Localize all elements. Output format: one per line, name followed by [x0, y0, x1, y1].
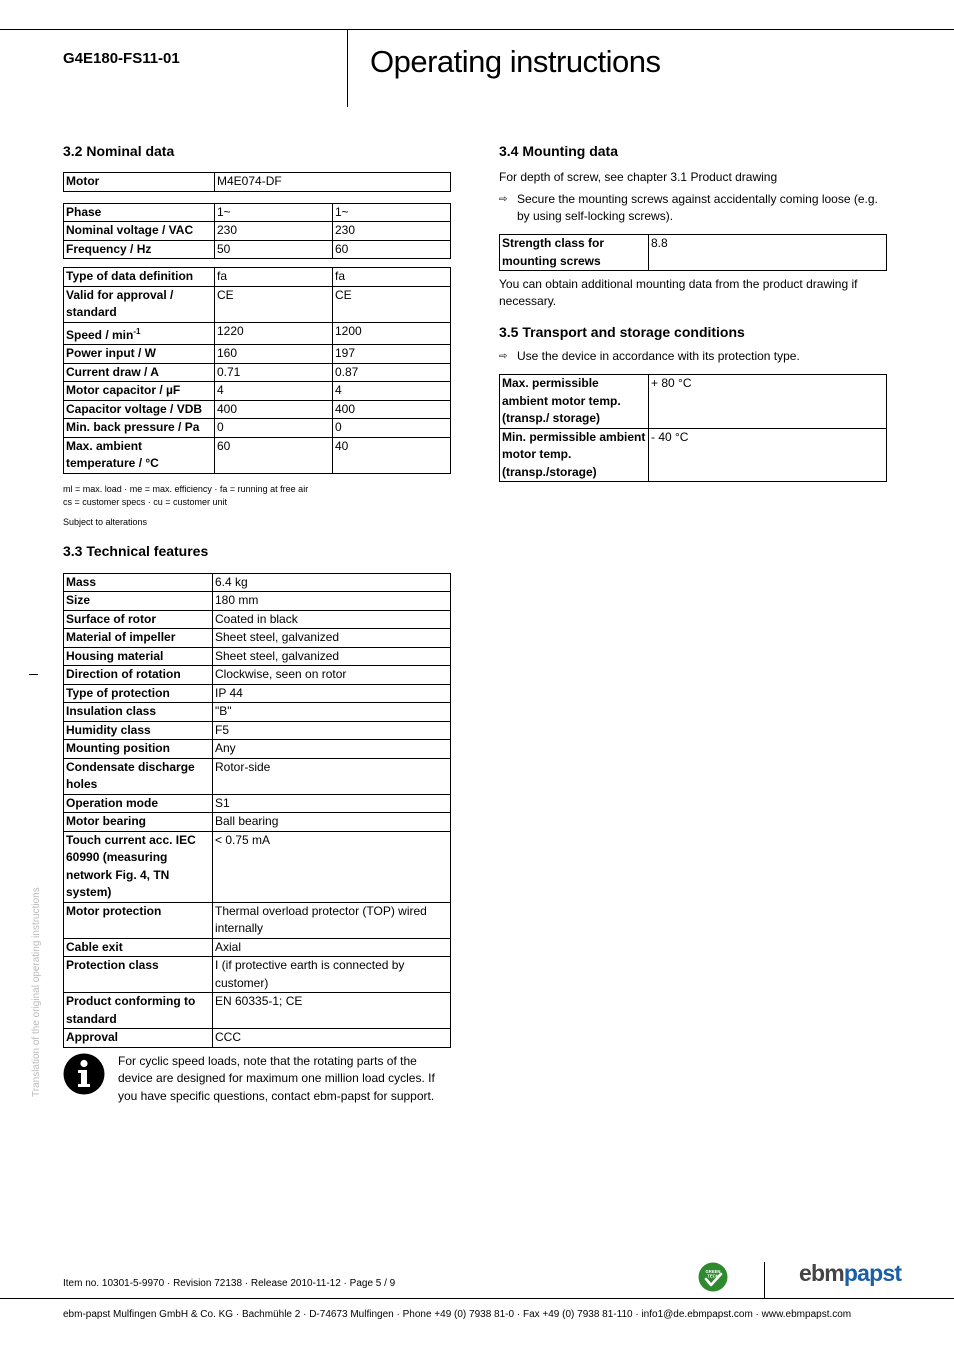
table-row [64, 286, 451, 322]
table-row [64, 703, 451, 722]
left-column [63, 143, 451, 1105]
table-row [64, 740, 451, 759]
table-cell-value: 160 [215, 345, 333, 364]
table-row [64, 268, 451, 287]
table-row [64, 902, 451, 938]
table-cell-label: Current draw / A [64, 363, 215, 382]
table-row [64, 957, 451, 993]
table-cell-value: fa [333, 268, 451, 287]
arrow-right-icon: ⇨ [499, 194, 508, 205]
table-cell-label: Insulation class [64, 703, 213, 722]
table-cell-label: Humidity class [64, 721, 213, 740]
table-row [64, 322, 451, 345]
table-row [64, 240, 451, 259]
table-cell-value: Clockwise, seen on rotor [213, 666, 451, 685]
table-cell-label: Nominal voltage / VAC [64, 222, 215, 241]
table-cell-value: EN 60335-1; CE [213, 993, 451, 1029]
table-row [64, 363, 451, 382]
table-cell-value: Ball bearing [213, 813, 451, 832]
page-title: Operating instructions [370, 44, 661, 79]
table-cell-label: Material of impeller [64, 629, 213, 648]
table-row [64, 400, 451, 419]
subject-note: Subject to alterations [63, 516, 148, 527]
table-row [64, 610, 451, 629]
table-cell-value: 180 mm [213, 592, 451, 611]
table-cell-value: 60 [215, 437, 333, 473]
table-cell-label: Condensate discharge holes [64, 758, 213, 794]
item-line: Item no. 10301-5-9970 · Revision 72138 · Release 2010-11-12 · Page 5 / 9 [63, 1278, 396, 1289]
table-cell-label: Valid for approval / standard [64, 286, 215, 322]
mounting-heading: 3.4 Mounting data [499, 143, 618, 159]
table-cell-label: Motor bearing [64, 813, 213, 832]
table-row [64, 993, 451, 1029]
label-text: Speed / min [66, 327, 134, 342]
motor-table [63, 172, 451, 192]
table-cell-value: 400 [333, 400, 451, 419]
svg-text:TECH: TECH [707, 1273, 719, 1279]
mounting-intro: For depth of screw, see chapter 3.1 Product drawing [499, 170, 778, 184]
table-cell-value: 1~ [333, 203, 451, 222]
table-row [64, 573, 451, 592]
table-cell-label: Min. back pressure / Pa [64, 419, 215, 438]
table-cell-value: 60 [333, 240, 451, 259]
table-row [64, 345, 451, 364]
table-cell-value: Sheet steel, galvanized [213, 629, 451, 648]
table-cell-label: Phase [64, 203, 215, 222]
motor-value: M4E074-DF [215, 173, 451, 192]
nominal-notes [63, 483, 451, 529]
table-row [64, 437, 451, 473]
table-cell-label: Motor capacitor / µF [64, 382, 215, 401]
table-cell-label: Product conforming to standard [64, 993, 213, 1029]
table-row [64, 758, 451, 794]
table-cell-value: 40 [333, 437, 451, 473]
table-row [64, 831, 451, 902]
footer-address: ebm-papst Mulfingen GmbH & Co. KG · Bachmühle 2 · D-74673 Mulfingen · Phone +49 (0) 7938 81-0 · Fax +49 (0) 7938 81-110 · info1@de.ebmpapst.com · www.ebmpapst.com [63, 1309, 852, 1320]
table-cell-value: IP 44 [213, 684, 451, 703]
table-cell-value: Axial [213, 938, 451, 957]
table-cell-value: Rotor-side [213, 758, 451, 794]
table-cell-label: Capacitor voltage / VDB [64, 400, 215, 419]
table-cell-label: Type of data definition [64, 268, 215, 287]
table-cell-value: F5 [213, 721, 451, 740]
nominal-table-b [63, 267, 451, 474]
table-row [64, 684, 451, 703]
table-cell-value: fa [215, 268, 333, 287]
table-row [64, 813, 451, 832]
table-cell-value: 0 [215, 419, 333, 438]
transport-heading: 3.5 Transport and storage conditions [499, 324, 745, 340]
table-cell-label: Power input / W [64, 345, 215, 364]
table-cell-value: S1 [213, 794, 451, 813]
table-cell-label: Type of protection [64, 684, 213, 703]
table-cell-value: CE [333, 286, 451, 322]
table-cell-label [64, 322, 215, 345]
table-cell-label: Size [64, 592, 213, 611]
technical-heading: 3.3 Technical features [63, 542, 209, 559]
nominal-heading: 3.2 Nominal data [63, 143, 175, 159]
table-cell-label: Max. ambient temperature / °C [64, 437, 215, 473]
table-cell-label: Motor protection [64, 902, 213, 938]
transport-bullet [499, 348, 887, 365]
logo-divider [764, 1262, 765, 1298]
mounting-bullet [499, 191, 887, 225]
right-column [499, 143, 887, 482]
table-cell-label: Surface of rotor [64, 610, 213, 629]
table-cell-label: Operation mode [64, 794, 213, 813]
table-row [500, 375, 887, 429]
side-text: Translation of the original operating instructions [31, 887, 42, 1097]
table-cell-value: CE [215, 286, 333, 322]
motor-label: Motor [64, 173, 215, 192]
fold-mark [29, 674, 38, 675]
table-cell-label: Approval [64, 1029, 213, 1048]
table-row [64, 173, 451, 192]
technical-table [63, 573, 451, 1048]
table-cell-label: Protection class [64, 957, 213, 993]
table-cell-label: Touch current acc. IEC 60990 (measuring network Fig. 4, TN system) [64, 831, 213, 902]
table-row [64, 222, 451, 241]
table-cell-value: - 40 °C [649, 428, 887, 482]
table-cell-value: 230 [333, 222, 451, 241]
footer-rule [0, 1298, 954, 1299]
table-cell-label: Cable exit [64, 938, 213, 957]
table-cell-value: 197 [333, 345, 451, 364]
table-cell-label: Min. permissible ambient motor temp. (transp./storage) [500, 428, 649, 482]
mounting-table [499, 234, 887, 271]
note-line: cs = customer specs · cu = customer unit [63, 496, 228, 507]
table-cell-label: Mass [64, 573, 213, 592]
header-rule [0, 29, 954, 30]
table-cell-value: 1~ [215, 203, 333, 222]
note-line: ml = max. load · me = max. efficiency · fa = running at free air [63, 483, 309, 494]
table-row [64, 1029, 451, 1048]
greentech-logo [698, 1262, 728, 1292]
svg-text:GREEN: GREEN [705, 1269, 721, 1274]
table-row [64, 629, 451, 648]
table-cell-label: Direction of rotation [64, 666, 213, 685]
table-row [64, 419, 451, 438]
table-cell-value: 1200 [333, 322, 451, 345]
table-row [64, 721, 451, 740]
brand-logo: ebmpapst [799, 1260, 902, 1286]
transport-bullet-text: Use the device in accordance with its protection type. [517, 349, 800, 363]
table-row [64, 382, 451, 401]
table-cell-value: 4 [215, 382, 333, 401]
table-cell-value: 230 [215, 222, 333, 241]
table-cell-value: 8.8 [649, 235, 887, 271]
table-row [64, 938, 451, 957]
table-cell-value: Sheet steel, galvanized [213, 647, 451, 666]
info-note [63, 1053, 451, 1106]
mounting-bullet-text: Secure the mounting screws against accidentally coming loose (e.g. by using self-locking screws). [517, 192, 878, 223]
table-cell-value: + 80 °C [649, 375, 887, 429]
table-row [64, 794, 451, 813]
table-row [500, 235, 887, 271]
table-cell-value: 0.71 [215, 363, 333, 382]
table-cell-value: 0.87 [333, 363, 451, 382]
table-cell-value: 6.4 kg [213, 573, 451, 592]
table-cell-value: "B" [213, 703, 451, 722]
table-cell-value: < 0.75 mA [213, 831, 451, 902]
table-row [64, 666, 451, 685]
nominal-table-a [63, 203, 451, 260]
label-superscript: -1 [133, 326, 141, 336]
table-cell-value: I (if protective earth is connected by customer) [213, 957, 451, 993]
table-cell-value: Thermal overload protector (TOP) wired internally [213, 902, 451, 938]
transport-table [499, 374, 887, 482]
table-cell-value: Coated in black [213, 610, 451, 629]
table-cell-value: 1220 [215, 322, 333, 345]
table-row [64, 203, 451, 222]
arrow-right-icon: ⇨ [499, 351, 508, 362]
table-cell-label: Strength class for mounting screws [500, 235, 649, 271]
table-cell-label: Mounting position [64, 740, 213, 759]
table-cell-value: 4 [333, 382, 451, 401]
table-cell-value: 400 [215, 400, 333, 419]
table-row [64, 647, 451, 666]
product-code: G4E180-FS11-01 [63, 50, 180, 67]
info-text: For cyclic speed loads, note that the rotating parts of the device are designed for maximum one million load cycles. If you have specific questions, contact ebm-papst for support. [118, 1053, 435, 1103]
table-cell-value: 50 [215, 240, 333, 259]
table-cell-value: CCC [213, 1029, 451, 1048]
table-row [64, 592, 451, 611]
table-cell-label: Frequency / Hz [64, 240, 215, 259]
table-cell-label: Housing material [64, 647, 213, 666]
table-cell-value: Any [213, 740, 451, 759]
info-icon [63, 1053, 105, 1095]
mounting-after: You can obtain additional mounting data from the product drawing if necessary. [499, 277, 858, 308]
header-divider [347, 29, 348, 107]
table-cell-label: Max. permissible ambient motor temp. (transp./ storage) [500, 375, 649, 429]
table-cell-value: 0 [333, 419, 451, 438]
table-row [500, 428, 887, 482]
